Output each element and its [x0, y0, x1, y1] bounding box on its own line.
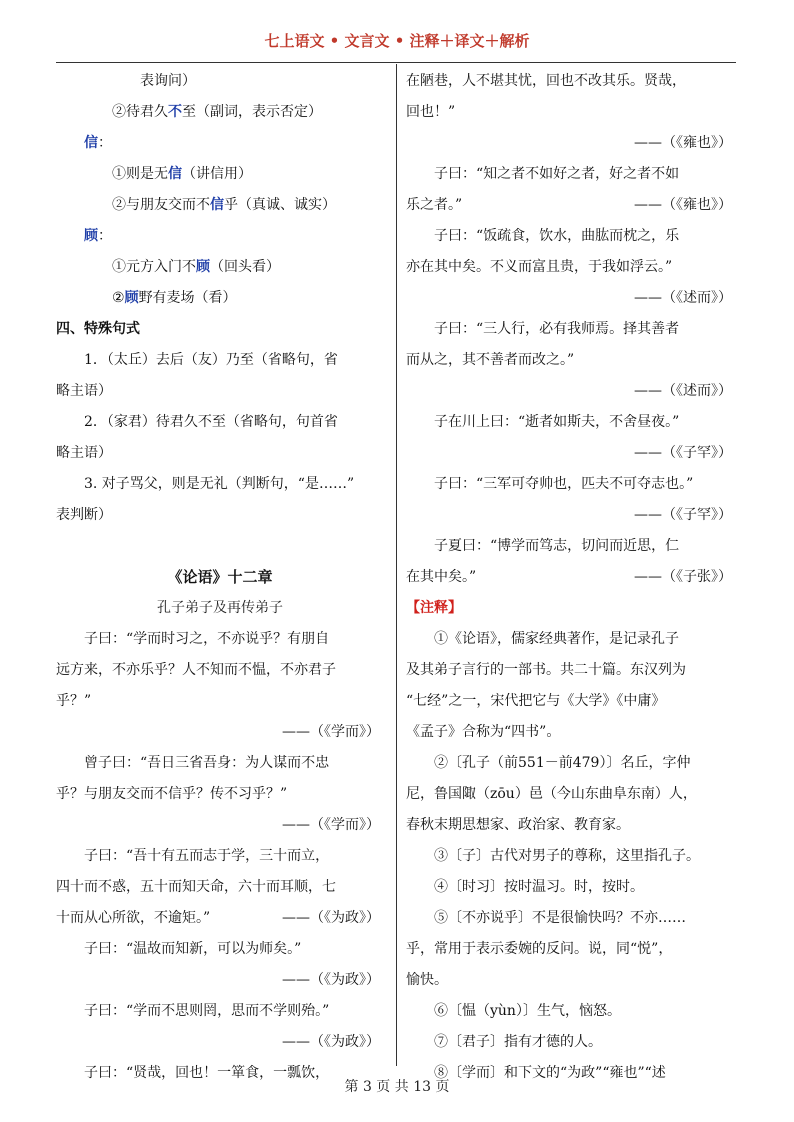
text-line: 乐之者。” ——（《雍也》）	[406, 190, 736, 221]
text-line: 表询问）	[140, 73, 196, 89]
text-line: 2．（家君）待君久不至（省略句，句首省	[84, 414, 338, 430]
text-line: 子曰：“饭疏食，饮水，曲肱而枕之，乐	[434, 228, 680, 244]
text-line: ②顾野有麦场（看）	[112, 290, 237, 306]
text-line: 乎？”	[56, 693, 92, 709]
text-line: ②与朋友交而不信乎（真诚、诚实）	[112, 197, 336, 213]
spacer	[56, 531, 384, 562]
text-line: 3. 对子骂父，则是无礼（判断句，“是……”	[84, 476, 355, 492]
right-column	[406, 66, 736, 1089]
note-line: ⑧〔学而〕和下文的“为政”“雍也”“述	[434, 1065, 666, 1081]
text-line: 子曰：“三军可夺帅也，匹夫不可夺志也。”	[434, 476, 694, 492]
text-line: 亦在其中矣。不义而富且贵，于我如浮云。”	[406, 259, 673, 275]
text-line: 而从之，其不善者而改之。”	[406, 352, 575, 368]
left-column	[56, 66, 384, 1089]
key-char: 不	[168, 104, 182, 120]
text-line: 子曰：“学而时习之，不亦说乎？有朋自	[84, 631, 330, 647]
text-line: 1．（太丘）去后（友）乃至（省略句，省	[84, 352, 338, 368]
text-line: 远方来，不亦乐乎？人不知而不愠，不亦君子	[56, 662, 336, 678]
text-line: 曾子曰：“吾日三省吾身：为人谋而不忠	[84, 755, 330, 771]
note-line: ③〔子〕古代对男子的尊称，这里指孔子。	[434, 848, 700, 864]
text-line: 子曰：“贤哉，回也！一箪食，一瓢饮，	[84, 1065, 330, 1081]
text-line: 四十而不惑，五十而知天命，六十而耳顺，七	[56, 879, 336, 895]
note-line: 及其弟子言行的一部书。共二十篇。东汉列为	[406, 662, 686, 678]
source-citation: ——（《子张》）	[634, 569, 732, 585]
note-line: ⑥〔愠（yùn）〕生气，恼怒。	[434, 1003, 621, 1019]
text-line: 在其中矣。” ——（《子张》）	[406, 562, 736, 593]
text-line: 十而从心所欲，不逾矩。” ——（《为政》）	[56, 903, 384, 934]
note-line: 愉快。	[406, 972, 448, 988]
source-citation: ——（《雍也》）	[634, 197, 732, 213]
note-line: ⑦〔君子〕指有才德的人。	[434, 1034, 602, 1050]
page-header-title: 七上语文 • 文言文 • 注释＋译文＋解析	[264, 32, 530, 50]
text-line: 子曰：“知之者不如好之者，好之者不如	[434, 166, 680, 182]
note-line: ②〔孔子（前551－前479）〕名丘，字仲	[434, 755, 691, 771]
text-line: 子曰：“三人行，必有我师焉。择其善者	[434, 321, 680, 337]
chapter-subtitle: 孔子弟子及再传弟子	[157, 600, 283, 616]
text-line: 子曰：“学而不思则罔，思而不学则殆。”	[84, 1003, 330, 1019]
text-line: 子曰：“吾十有五而志于学，三十而立，	[84, 848, 330, 864]
source-citation: ——（《述而》）	[634, 290, 732, 306]
source-citation: ——（《学而》）	[282, 724, 380, 740]
notes-heading: 【注释】	[406, 600, 462, 616]
text-line: 略主语）	[56, 383, 112, 399]
text-line: ②待君久不至（副词，表示否定）	[112, 104, 322, 120]
key-char: 顾	[124, 290, 139, 306]
source-citation: ——（《为政》）	[282, 1034, 380, 1050]
text-line: ①元方入门不顾（回头看）	[112, 259, 280, 275]
note-line: ④〔时习〕按时温习。时，按时。	[434, 879, 644, 895]
source-citation: ——（《为政》）	[282, 972, 380, 988]
section-heading: 四、特殊句式	[56, 321, 140, 337]
text-line: 回也！”	[406, 104, 456, 120]
source-citation: ——（《雍也》）	[634, 135, 732, 151]
note-line: ⑤〔不亦说乎〕不是很愉快吗？不亦……	[434, 910, 686, 926]
text-line: 子夏曰：“博学而笃志，切问而近思，仁	[434, 538, 680, 554]
page-number: 第 3 页 共 13 页	[344, 1079, 450, 1095]
note-line: 《孟子》合称为“四书”。	[406, 724, 561, 740]
chapter-title: 《论语》十二章	[167, 568, 273, 586]
text-line: 略主语）	[56, 445, 112, 461]
text-line: ①则是无信（讲信用）	[112, 166, 252, 182]
source-citation: ——（《为政》）	[282, 910, 380, 926]
text-line: 乎？与朋友交而不信乎？传不习乎？”	[56, 786, 288, 802]
text-line: 子曰：“温故而知新，可以为师矣。”	[84, 941, 302, 957]
source-citation: ——（《子罕》）	[634, 445, 732, 461]
header-rule	[56, 62, 736, 63]
note-line: 乎，常用于表示委婉的反问。说，同“悦”，	[406, 941, 673, 957]
term-heading: 顾：	[84, 228, 112, 244]
key-char: 顾	[196, 259, 210, 275]
source-citation: ——（《述而》）	[634, 383, 732, 399]
text-line: 子在川上曰：“逝者如斯夫，不舍昼夜。”	[434, 414, 680, 430]
column-divider	[396, 64, 397, 1066]
text-line: 在陋巷，人不堪其忧，回也不改其乐。贤哉，	[406, 73, 686, 89]
note-line: 尼，鲁国陬（zōu）邑（今山东曲阜东南）人，	[406, 786, 697, 802]
note-line: ①《论语》，儒家经典著作，是记录孔子	[434, 631, 679, 647]
text-line: 表判断）	[56, 507, 112, 523]
term-heading: 信：	[84, 135, 112, 151]
note-line: “七经”之一，宋代把它与《大学》《中庸》	[406, 693, 666, 709]
source-citation: ——（《学而》）	[282, 817, 380, 833]
key-char: 信	[168, 166, 182, 182]
key-char: 信	[210, 197, 224, 213]
note-line: 春秋末期思想家、政治家、教育家。	[406, 817, 630, 833]
source-citation: ——（《子罕》）	[634, 507, 732, 523]
